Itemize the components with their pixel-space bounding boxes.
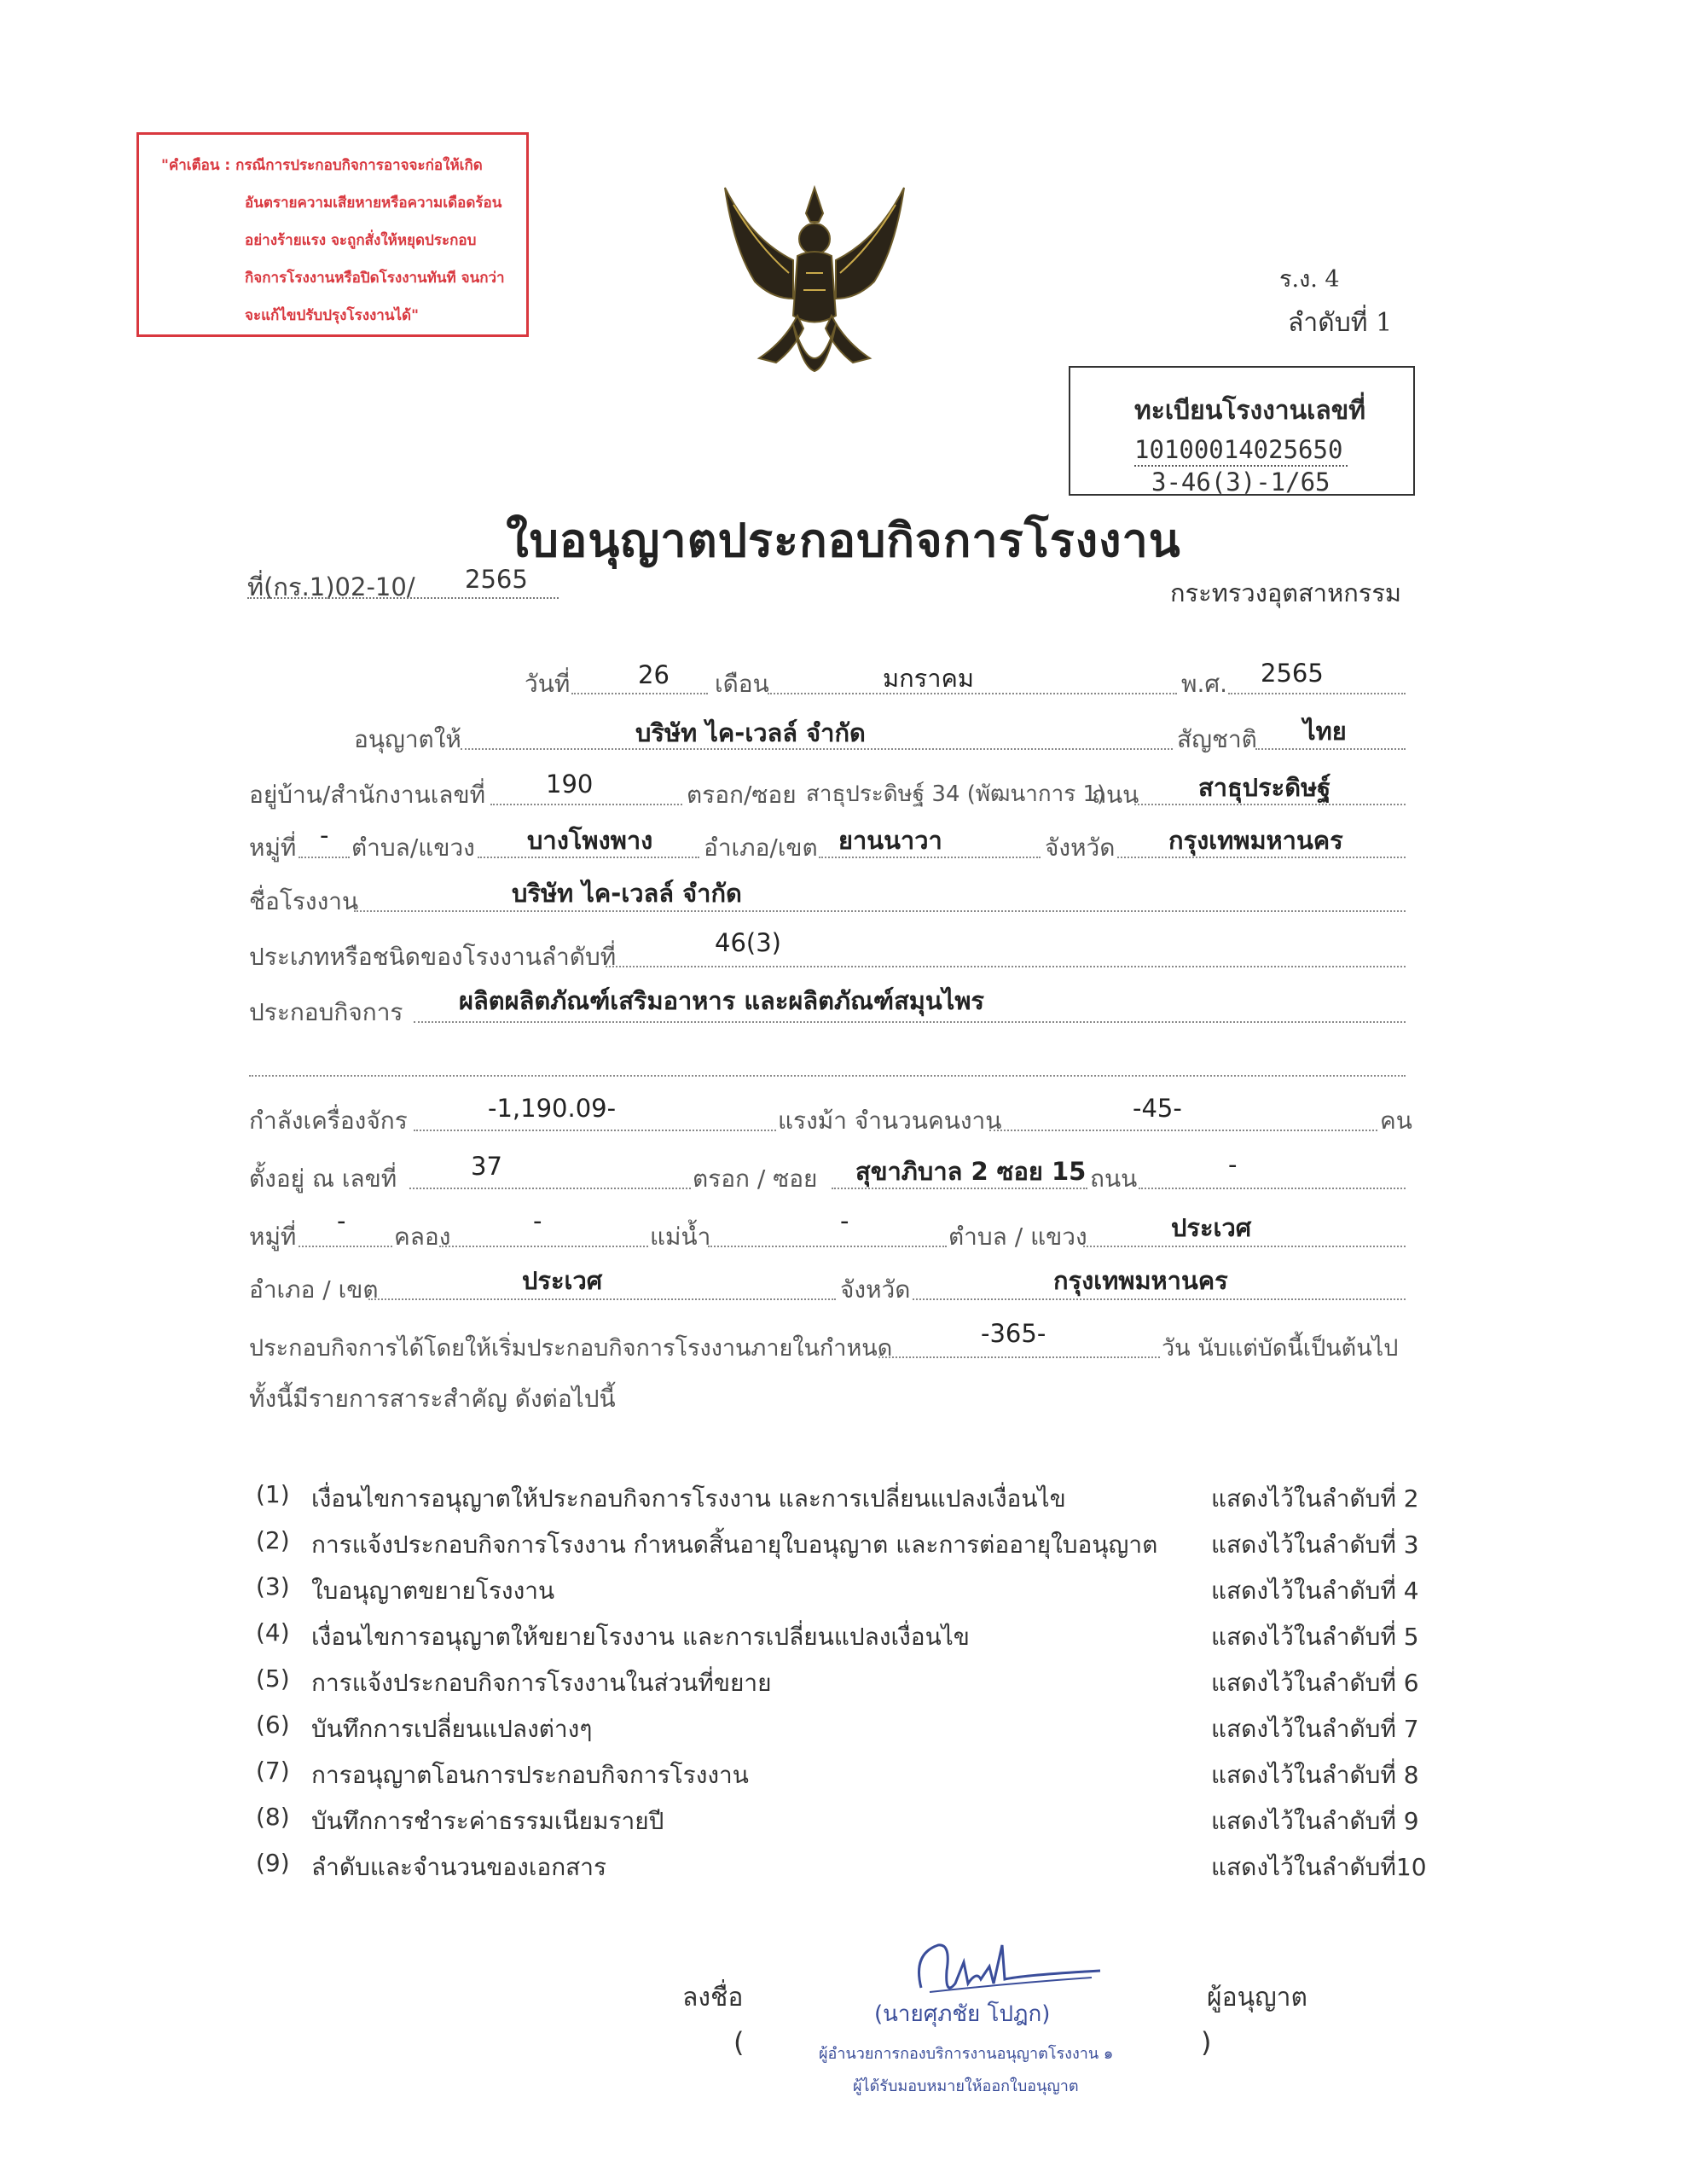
document-number-dotted-line	[247, 597, 559, 599]
list-item-text: การแจ้งประกอบกิจการโรงงาน กำหนดสิ้นอายุใบอนุญาต และการต่ออายุใบอนุญาต	[311, 1531, 1158, 1559]
office-no-value: 190	[546, 770, 594, 799]
factory-type-label: ประเภทหรือชนิดของโรงงานลำดับที่	[249, 943, 617, 971]
list-item-text: ลำดับและจำนวนของเอกสาร	[311, 1853, 607, 1881]
list-item-reference: แสดงไว้ในลำดับที่ 6	[1211, 1669, 1419, 1697]
subdistrict-label: ตำบล/แขวง	[351, 834, 475, 862]
power-label: กำลังเครื่องจักร	[249, 1107, 408, 1135]
location-no-dots	[409, 1188, 691, 1189]
location-moo-dots	[299, 1246, 392, 1247]
list-item-text: การแจ้งประกอบกิจการโรงงานในส่วนที่ขยาย	[311, 1669, 772, 1697]
location-road-label: ถนน	[1090, 1165, 1138, 1193]
nationality-label: สัญชาติ	[1177, 725, 1257, 753]
workers-unit: คน	[1380, 1107, 1412, 1135]
document-number-prefix: ที่(กร.1)02-10/	[247, 572, 415, 601]
signer-position-1: ผู้อำนวยการกองบริการงานอนุญาตโรงงาน ๑	[819, 2045, 1114, 2063]
location-road-dots	[1139, 1188, 1406, 1189]
signer-role: ผู้อนุญาต	[1207, 1983, 1307, 2013]
month-label: เดือน	[715, 670, 769, 698]
garuda-emblem-icon	[708, 171, 921, 401]
factory-type-dots	[606, 966, 1406, 967]
year-value: 2565	[1261, 659, 1324, 688]
list-item-reference: แสดงไว้ในลำดับที่ 4	[1211, 1577, 1419, 1605]
province-label: จังหวัด	[1045, 834, 1116, 862]
location-province-label: จังหวัด	[840, 1275, 911, 1304]
business-value: ผลิตผลิตภัณฑ์เสริมอาหาร และผลิตภัณฑ์สมุนไพร	[459, 986, 985, 1015]
summary-line: ทั้งนี้มีรายการสาระสำคัญ ดังต่อไปนี้	[249, 1385, 616, 1413]
workers-value: -45-	[1133, 1094, 1182, 1123]
warning-line-3: อย่างร้ายแรง จะถูกสั่งให้หยุดประกอบ	[245, 232, 477, 249]
road-label: ถนน	[1092, 781, 1139, 809]
nationality-value: ไทย	[1303, 717, 1347, 746]
canal-value: -	[533, 1206, 542, 1235]
business-dots	[414, 1021, 1406, 1023]
river-value: -	[840, 1206, 849, 1235]
hp-workers-label: แรงม้า จำนวนคนงาน	[778, 1107, 1002, 1135]
start-days-value: -365-	[981, 1319, 1046, 1348]
list-item-reference: แสดงไว้ในลำดับที่ 5	[1211, 1623, 1419, 1651]
list-item-number: (2)	[256, 1526, 290, 1554]
location-district-value: ประเวศ	[522, 1266, 603, 1295]
alley-value: สาธุประดิษฐ์ 34 (พัฒนาการ 1)	[806, 781, 1106, 807]
location-no-label: ตั้งอยู่ ณ เลขที่	[249, 1165, 397, 1193]
workers-dots	[989, 1130, 1377, 1131]
warning-line-2: อันตรายความเสียหายหรือความเดือดร้อน	[245, 195, 502, 212]
date-label: วันที่	[525, 670, 571, 698]
signer-position-2: ผู้ได้รับมอบหมายให้ออกใบอนุญาต	[853, 2077, 1079, 2095]
location-road-value: -	[1228, 1150, 1238, 1179]
location-alley-label: ตรอก / ซอย	[693, 1165, 818, 1193]
year-dots	[1228, 693, 1406, 694]
list-item-text: การอนุญาตโอนการประกอบกิจการโรงงาน	[311, 1761, 749, 1789]
list-item-number: (1)	[256, 1480, 290, 1508]
list-item-number: (8)	[256, 1803, 290, 1831]
list-item-text: ใบอนุญาตขยายโรงงาน	[311, 1577, 555, 1605]
location-no-value: 37	[471, 1152, 502, 1181]
list-item-text: บันทึกการชำระค่าธรรมเนียมรายปี	[311, 1807, 664, 1835]
warning-line-4: กิจการโรงงานหรือปิดโรงงานทันที จนกว่า	[245, 270, 505, 287]
list-item-number: (3)	[256, 1572, 290, 1600]
moo-label: หมู่ที่	[249, 834, 297, 862]
list-item-reference: แสดงไว้ในลำดับที่ 9	[1211, 1807, 1419, 1835]
signer-name: (นายศุภชัย โปฎก)	[874, 2001, 1051, 2027]
list-item-reference: แสดงไว้ในลำดับที่10	[1211, 1853, 1427, 1881]
river-label: แม่น้ำ	[650, 1223, 711, 1251]
paren-close: )	[1201, 2026, 1212, 2059]
start-dots	[878, 1356, 1160, 1358]
office-no-dots	[490, 804, 682, 805]
list-item-number: (5)	[256, 1664, 290, 1693]
factory-name-value: บริษัท ไค-เวลล์ จำกัด	[512, 879, 742, 908]
business-label: ประกอบกิจการ	[249, 998, 403, 1026]
district-value: ยานนาวา	[838, 826, 942, 855]
list-item-number: (9)	[256, 1849, 290, 1877]
warning-line-5: จะแก้ไขปรับปรุงโรงงานได้"	[245, 307, 419, 324]
month-value: มกราคม	[883, 664, 975, 693]
location-moo-value: -	[337, 1206, 346, 1235]
power-dots	[414, 1130, 776, 1131]
year-label: พ.ศ.	[1181, 670, 1228, 698]
location-district-label: อำเภอ / เขต	[249, 1275, 379, 1304]
licensee-label: อนุญาตให้	[354, 725, 461, 753]
form-code: ร.ง. 4	[1279, 266, 1340, 293]
sequence-number: ลำดับที่ 1	[1288, 308, 1393, 338]
power-value: -1,190.09-	[488, 1094, 617, 1123]
date-dots	[571, 693, 708, 694]
location-moo-label: หมู่ที่	[249, 1223, 297, 1251]
business-dots-2	[249, 1075, 1406, 1077]
list-item-number: (7)	[256, 1757, 290, 1785]
start-label: ประกอบกิจการได้โดยให้เริ่มประกอบกิจการโรงงานภายในกำหนด	[249, 1335, 893, 1362]
moo-dots	[299, 857, 350, 858]
registration-number-2: 3-46(3)-1/65	[1151, 468, 1330, 497]
canal-label: คลอง	[394, 1223, 451, 1251]
document-number-year: 2565	[465, 565, 528, 594]
factory-name-label: ชื่อโรงงาน	[249, 887, 359, 915]
subdistrict-value: บางโพงพาง	[527, 826, 653, 855]
registration-dotted-line	[1134, 465, 1348, 467]
list-item-reference: แสดงไว้ในลำดับที่ 8	[1211, 1761, 1419, 1789]
list-item-reference: แสดงไว้ในลำดับที่ 2	[1211, 1484, 1419, 1513]
office-no-label: อยู่บ้าน/สำนักงานเลขที่	[249, 781, 486, 809]
factory-type-value: 46(3)	[715, 928, 781, 957]
registration-number-1: 10100014025650	[1134, 435, 1343, 464]
list-item-reference: แสดงไว้ในลำดับที่ 3	[1211, 1531, 1419, 1559]
location-province-value: กรุงเทพมหานคร	[1053, 1266, 1228, 1295]
date-value: 26	[638, 660, 670, 689]
warning-line-1: "คำเตือน : กรณีการประกอบกิจการอาจจะก่อให้เกิด	[161, 157, 483, 174]
road-value: สาธุประดิษฐ์	[1198, 773, 1331, 802]
ministry-name: กระทรวงอุตสาหกรรม	[1170, 578, 1402, 607]
paren-open: (	[733, 2026, 745, 2059]
moo-value: -	[320, 821, 329, 850]
document-title: ใบอนุญาตประกอบกิจการโรงงาน	[506, 513, 1181, 567]
list-item-reference: แสดงไว้ในลำดับที่ 7	[1211, 1715, 1419, 1743]
location-subdistrict-label: ตำบล / แขวง	[948, 1223, 1087, 1251]
canal-dots	[439, 1246, 648, 1247]
river-dots	[708, 1246, 947, 1247]
registration-label: ทะเบียนโรงงานเลขที่	[1134, 396, 1366, 426]
warning-stamp	[136, 132, 529, 337]
signature-label: ลงชื่อ	[682, 1983, 744, 2013]
list-item-number: (6)	[256, 1711, 290, 1739]
list-item-text: เงื่อนไขการอนุญาตให้ขยายโรงงาน และการเปลี่ยนแปลงเงื่อนไข	[311, 1623, 970, 1651]
start-suffix: วัน นับแต่บัดนี้เป็นต้นไป	[1162, 1335, 1399, 1362]
alley-label: ตรอก/ซอย	[687, 781, 797, 809]
list-item-text: เงื่อนไขการอนุญาตให้ประกอบกิจการโรงงาน และการเปลี่ยนแปลงเงื่อนไข	[311, 1484, 1066, 1513]
list-item-number: (4)	[256, 1618, 290, 1647]
province-value: กรุงเทพมหานคร	[1168, 826, 1343, 855]
location-subdistrict-value: ประเวศ	[1171, 1213, 1252, 1242]
list-item-text: บันทึกการเปลี่ยนแปลงต่างๆ	[311, 1715, 593, 1743]
licensee-value: บริษัท ไค-เวลล์ จำกัด	[635, 718, 866, 747]
location-alley-value: สุขาภิบาล 2 ซอย 15	[855, 1157, 1087, 1186]
district-label: อำเภอ/เขต	[704, 834, 818, 862]
